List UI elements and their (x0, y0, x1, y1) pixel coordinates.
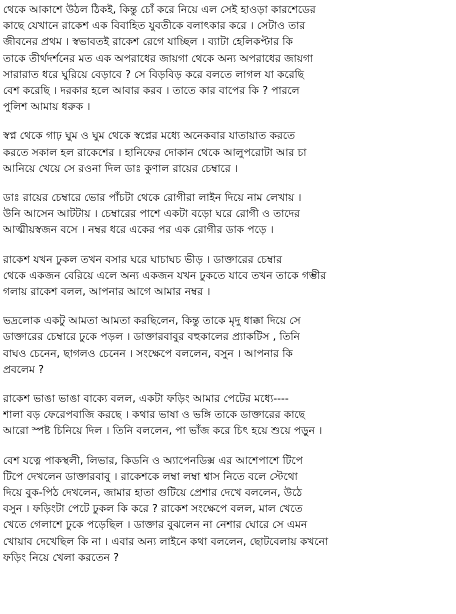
text-line: খোয়াব দেখেছিল কি না । এবার অন্য লাইনে কথা বললেন, ছোটবেলায় কখনো (3, 535, 329, 548)
text-line: আত্মীয়স্বজন বসে । নম্বর ধরে একের পর এক রোগীর ডাক পড়ে । (3, 224, 274, 237)
paragraph-3 (3, 190, 450, 239)
text-line: বেশ যত্নে পাকস্থলী, লিভার, কিডনি ও অ্যাপেনডিক্স এর আশেপাশে টিপে (3, 454, 303, 467)
text-line: দিয়ে বুক-পিঠ দেখলেন, জামার হাতা গুটিয়ে প্রেশার দেখে বললেন, উঠে (3, 487, 303, 500)
text-line: স্বপ্ন থেকে গাঢ় ঘুম ও ঘুম থেকে স্বপ্নের মধ্যে অনেকবার যাতায়াত করতে (3, 130, 296, 143)
text-line: ভদ্রলোক একটু আমতা আমতা করছিলেন, কিন্তু তাকে মৃদু ধাক্কা দিয়ে সে (3, 315, 301, 328)
text-line: ফড়িং নিয়ে খেলা করতেন ? (3, 551, 119, 564)
text-line: বেশ করেছি । দরকার হলে আবার করব । তাতে কার বাপের কি ? পারলে (3, 85, 300, 98)
text-line: ডাক্তারের চেম্বারে ঢুকে পড়ল । ডাক্তারবাবুর বহুকালের প্র্যাকটিস , তিনি (3, 331, 300, 344)
text-line: কাছে যেখানে রাকেশ এক বিবাহিত যুবতীকে বলাৎকার করে । সেটাও তার (3, 20, 306, 33)
text-line: পুলিশ আমায় ধরুক । (3, 101, 91, 114)
paragraph-2 (3, 128, 450, 177)
text-line: রাকেশ যখন ঢুকল তখন বসার ঘরে ঘাচাঘচ ভীড় । ডাক্তারের চেম্বার (3, 253, 283, 266)
paragraph-7 (3, 453, 450, 566)
text-line: সারারাত ধরে ঘুরিয়ে বেড়াবে ? সে বিড়বিড় করে বলতে লাগল যা করেছি (3, 68, 305, 81)
text-line: তাকে তীর্থদর্শনের মত এক অপরাধের জায়গা থেকে অন্য অপরাধের জায়গা (3, 52, 313, 65)
text-line: খেতে গেলাশে ঢুকে পড়েছিল । ডাক্তার বুঝলেন না নেশার ঘোরে সে এমন (3, 519, 308, 532)
text-line: শালা বড় ফেরেপবাজি করছে । কথার ভাষা ও ভঙ্গি তাকে ডাক্তারের কাছে (3, 409, 306, 422)
paragraph-6 (3, 391, 450, 440)
text-line: প্রবলেম ? (3, 363, 44, 376)
text-line: ডাঃ রায়ের চেম্বারে ভোর পাঁচটা থেকে রোগীরা লাইন দিয়ে নাম লেখায় । (3, 192, 302, 205)
text-line: টিপে দেখলেন ডাক্তারবাবু । রাকেশকে লম্বা লম্বা শ্বাস নিতে বলে স্টেথো (3, 470, 298, 483)
paragraph-1 (3, 2, 450, 115)
text-line: রাকেশ ভাঙা ভাঙা বাক্যে বলল, একটা ফড়িং আমার পেটের মধ্যে---- (3, 393, 289, 406)
paragraph-4 (3, 252, 450, 301)
text-line: আরো স্পষ্ট চিনিয়ে দিল । তিনি বললেন, পা ভাঁজ করে চিৎ হয়ে শুয়ে পড়ুন । (3, 425, 323, 438)
text-line: আনিয়ে খেয়ে সে রওনা দিল ডাঃ কুণাল রায়ের চেম্বারে । (3, 162, 238, 175)
text-line: বসুন । ফড়িংটা পেটে ঢুকল কি করে ? রাকেশ সংক্ষেপে বলল, মাল খেতে (3, 503, 303, 516)
text-line: থেকে আকাশে উঠল ঠিকই, কিন্তু চোঁ করে নিয়ে এল সেই হাওড়া কারশেডের (3, 4, 316, 16)
text-line: উনি আসেন আটটায় । চেম্বারের পাশে একটা বড়ো ঘরে রোগী ও তাদের (3, 208, 300, 221)
paragraph-5 (3, 313, 450, 378)
text-line: জীবনের প্রথম । স্বভাবতই রাকেশ রেগে যাচ্ছিল । ব্যাটা হেলিকপ্টার কি (3, 36, 293, 49)
text-line: বাঘও চেনেন, ছাগলও চেনেন । সংক্ষেপে বললেন, বসুন । আপনার কি (3, 347, 293, 360)
text-line: থেকে একজন বেরিয়ে এলে অন্য একজন যখন ঢুকতে যাবে তখন তাকে গম্ভীর (3, 269, 327, 282)
text-line: গলায় রাকেশ বলল, আপনার আগে আমার নম্বর । (3, 286, 211, 299)
text-line: করতে সকাল হল রাকেশের । হানিফের দোকান থেকে আলুপরোটা আর চা (3, 146, 307, 159)
